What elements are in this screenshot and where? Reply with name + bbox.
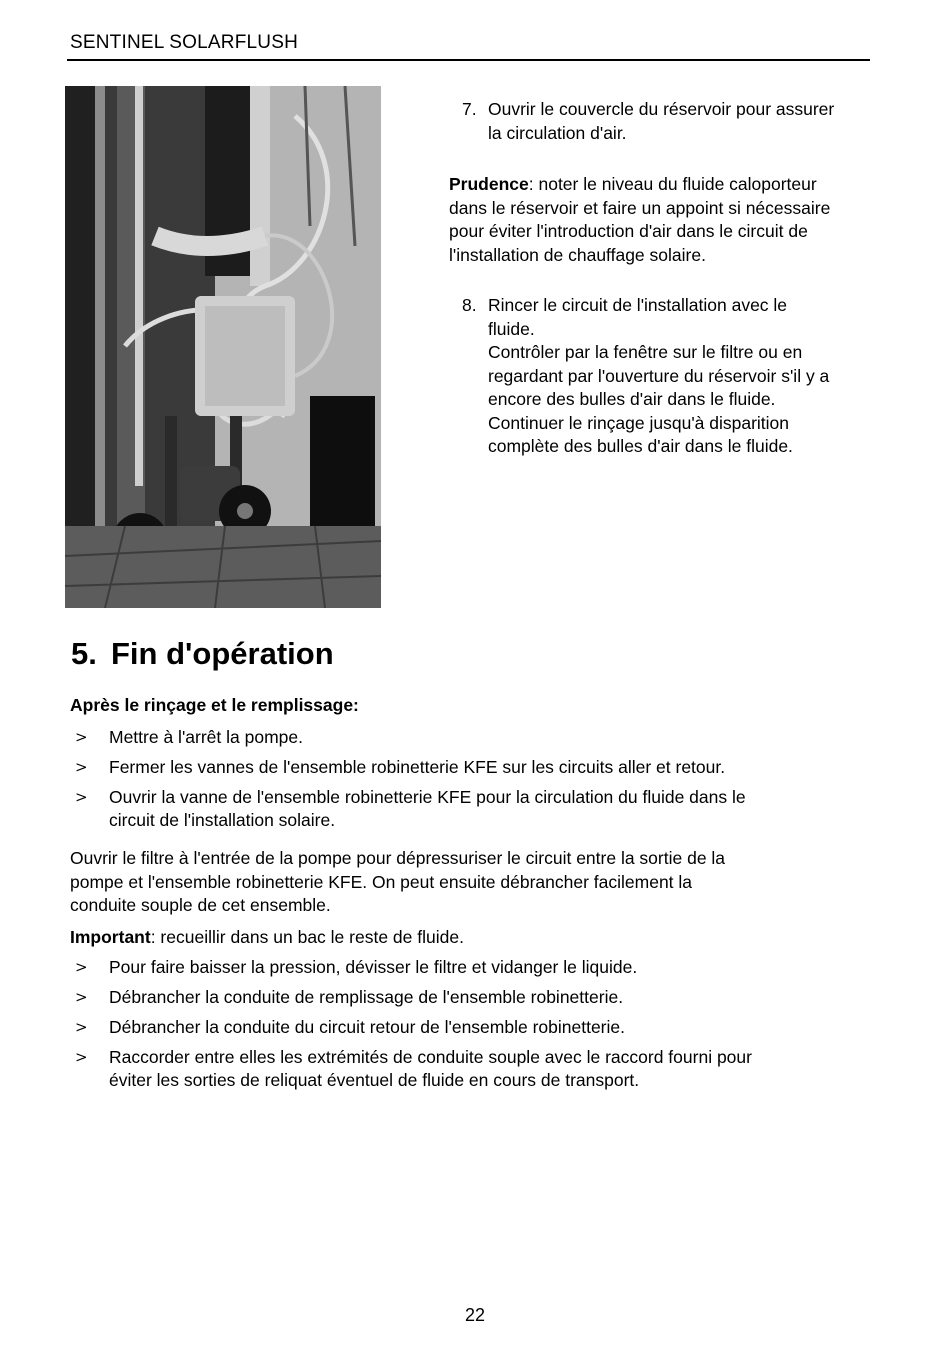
bullet-marker: >: [75, 787, 88, 806]
list-item: [70, 756, 870, 780]
bullet-marker: >: [75, 757, 88, 776]
list-item-line: circuit de l'installation solaire.: [109, 810, 336, 830]
right-column: [449, 98, 899, 459]
bullet-marker: >: [75, 1017, 88, 1036]
prudence-line: dans le réservoir et faire un appoint si nécessaire: [449, 197, 831, 218]
header-rule: [67, 59, 870, 61]
step-7: [449, 98, 899, 145]
bullet-marker: >: [75, 957, 88, 976]
paragraph-line: pompe et l'ensemble robinetterie KFE. On peut ensuite débrancher facilement la: [70, 871, 693, 892]
list-item: [70, 986, 870, 1010]
list-item-line: Pour faire baisser la pression, dévisser le filtre et vidanger le liquide.: [109, 956, 638, 977]
paragraph-line: conduite souple de cet ensemble.: [70, 895, 331, 915]
step-8: [449, 294, 899, 459]
bullet-marker: >: [75, 727, 88, 746]
prudence-line: pour éviter l'introduction d'air dans le circuit de: [449, 221, 808, 241]
prudence-label: Prudence: [449, 174, 529, 194]
section-heading: [71, 636, 334, 672]
paragraph-line: Ouvrir le filtre à l'entrée de la pompe pour dépressuriser le circuit entre la sortie de la: [70, 848, 726, 868]
list-item: [70, 1046, 870, 1093]
prudence-text: : noter le niveau du fluide caloporteur: [528, 174, 817, 194]
list-item-line: Fermer les vannes de l'ensemble robinetterie KFE sur les circuits aller et retour.: [109, 756, 726, 777]
list-item: [70, 726, 870, 750]
important-note: [70, 926, 870, 950]
header-title: SENTINEL SOLARFLUSH: [70, 32, 298, 53]
body-column: [70, 694, 870, 1099]
section-title: Fin d'opération: [111, 636, 334, 671]
list-item: [70, 1016, 870, 1040]
step-line: la circulation d'air.: [488, 122, 627, 143]
list-item-line: Raccorder entre elles les extrémités de conduite souple avec le raccord fourni pour: [109, 1046, 752, 1067]
equipment-photo: [65, 86, 381, 608]
step-line: fluide.: [488, 318, 535, 339]
bullet-marker: >: [75, 987, 88, 1006]
step-line: Rincer le circuit de l'installation avec le: [488, 295, 788, 315]
list-item-line: éviter les sorties de reliquat éventuel de fluide en cours de transport.: [109, 1070, 640, 1090]
step-number: 7.: [462, 99, 477, 119]
list-item: [70, 956, 870, 980]
list-item-line: Mettre à l'arrêt la pompe.: [109, 726, 303, 747]
step-line: Ouvrir le couvercle du réservoir pour assurer: [488, 99, 835, 119]
list-item-line: Ouvrir la vanne de l'ensemble robinetterie KFE pour la circulation du fluide dans le: [109, 786, 746, 807]
step-line: Contrôler par la fenêtre sur le filtre ou en: [488, 342, 803, 362]
list-item: [70, 786, 870, 833]
prudence-line: l'installation de chauffage solaire.: [449, 244, 706, 265]
step-line: complète des bulles d'air dans le fluide.: [488, 436, 793, 456]
step-number: 8.: [462, 295, 477, 315]
step-line: regardant par l'ouverture du réservoir s'il y a: [488, 365, 830, 386]
list-item-line: Débrancher la conduite du circuit retour de l'ensemble robinetterie.: [109, 1016, 625, 1037]
bullet-marker: >: [75, 1047, 88, 1066]
step-line: Continuer le rinçage jusqu'à disparition: [488, 412, 790, 433]
subheading: Après le rinçage et le remplissage:: [70, 695, 359, 715]
step-line: encore des bulles d'air dans le fluide.: [488, 389, 776, 409]
page-number: 22: [464, 1305, 486, 1325]
important-label: Important: [70, 926, 151, 947]
important-text: : recueillir dans un bac le reste de fluide.: [150, 926, 464, 947]
section-number: 5.: [71, 636, 97, 671]
list-item-line: Débrancher la conduite de remplissage de l'ensemble robinetterie.: [109, 986, 624, 1007]
prudence-note: [449, 173, 899, 197]
